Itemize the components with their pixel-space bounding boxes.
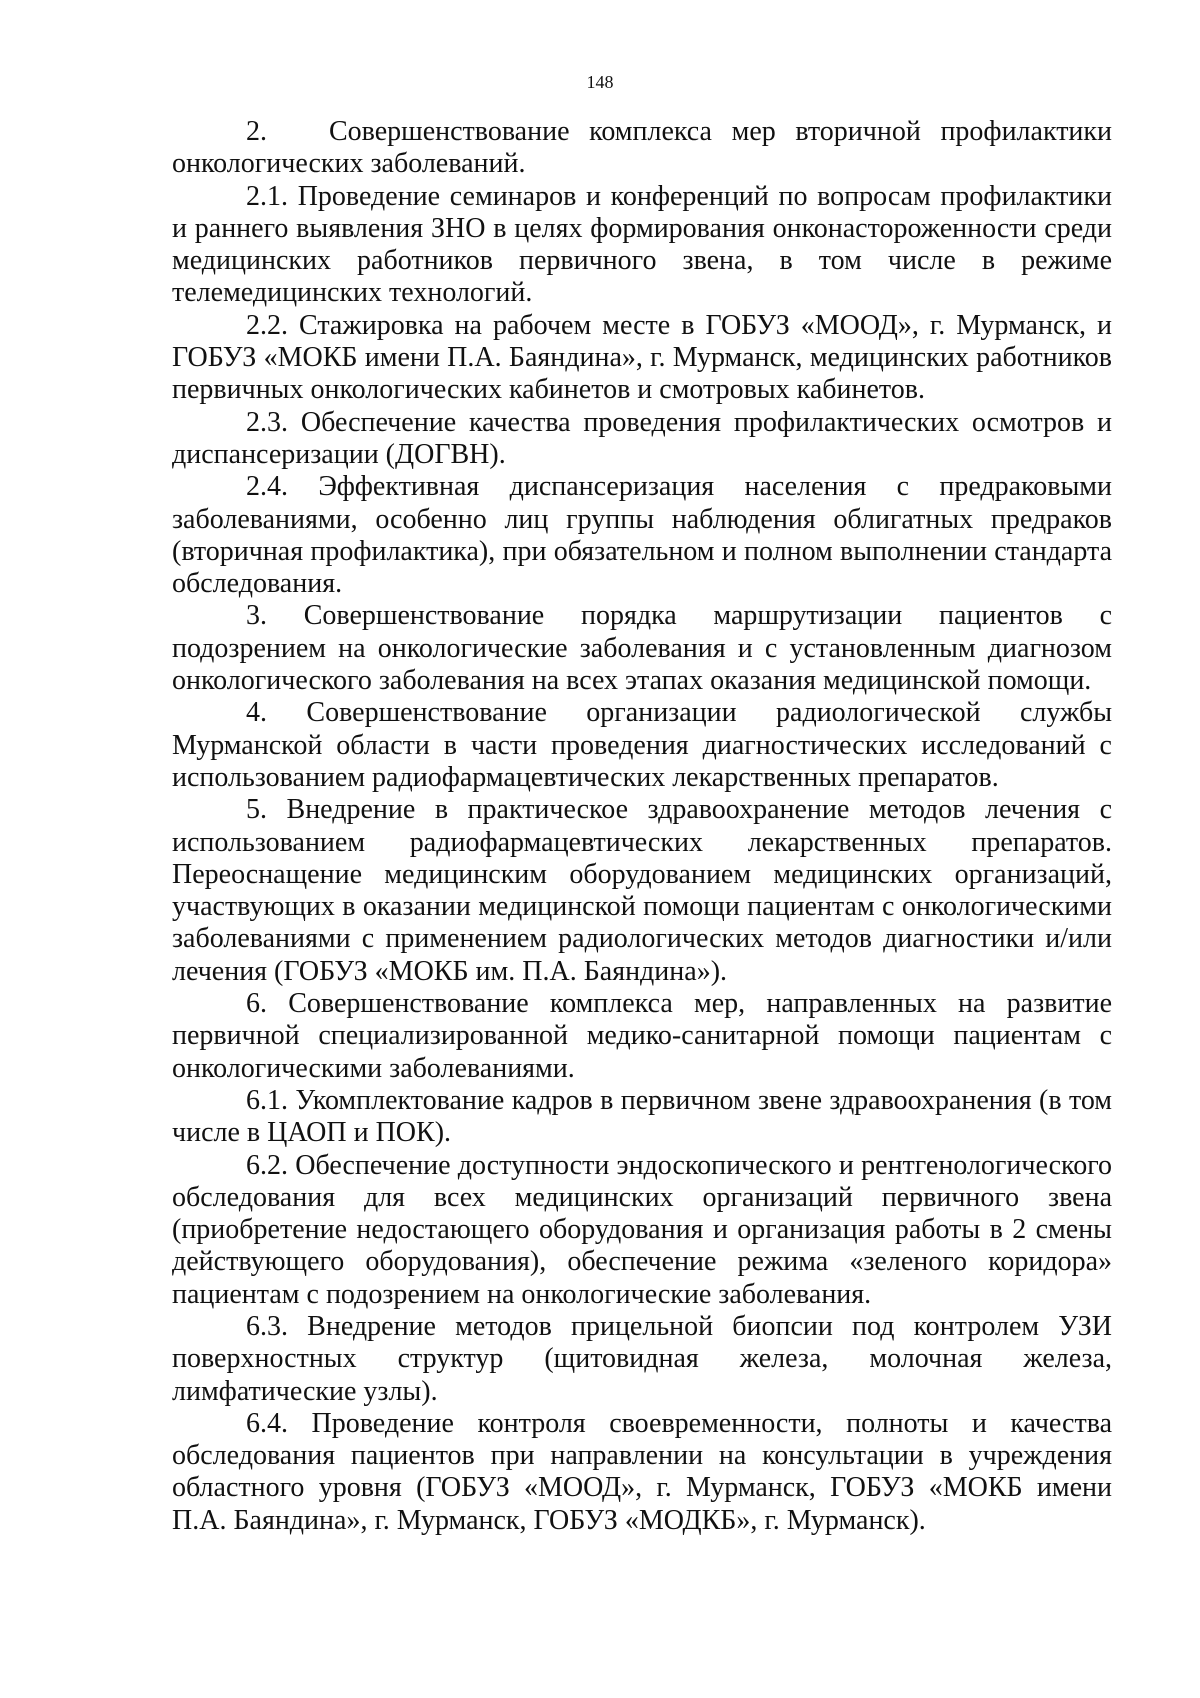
paragraph-number: 2.2. bbox=[246, 309, 288, 341]
paragraph-text: Совершенствование комплекса мер вторичной профилактики онкологических заболеваний. bbox=[172, 116, 1112, 180]
paragraph-number: 2.1. bbox=[246, 180, 288, 212]
paragraph-number: 4. bbox=[246, 697, 267, 729]
paragraph-4 bbox=[172, 697, 1112, 794]
page-number: 148 bbox=[586, 72, 614, 92]
paragraph-text: Внедрение в практическое здравоохранение методов лечения с использованием радиофармацевтических лекарственных препаратов. Переоснащение медицинским оборудованием медицинских организаций, участвующих в оказании медицинской помощи пациентам с онкологическими заболеваниями с применением радиологических методов диагностики и/или лечения (ГОБУЗ «МОКБ им. П.А. Баяндина»). bbox=[172, 794, 1113, 987]
paragraph-number: 6.2. bbox=[246, 1149, 288, 1181]
paragraph-6-1 bbox=[172, 1085, 1112, 1150]
page-content bbox=[172, 116, 1112, 1537]
paragraph-2-1 bbox=[172, 181, 1112, 310]
paragraph-number: 5. bbox=[246, 794, 267, 826]
paragraph-text: Внедрение методов прицельной биопсии под контролем УЗИ поверхностных структур (щитовидная железа, молочная железа, лимфатические узлы). bbox=[172, 1310, 1112, 1407]
paragraph-text: Совершенствование комплекса мер, направленных на развитие первичной специализированной медико-санитарной помощи пациентам с онкологическими заболеваниями. bbox=[172, 988, 1113, 1084]
paragraph-number: 3. bbox=[246, 600, 267, 632]
paragraph-2 bbox=[172, 116, 1112, 181]
paragraph-number: 2.3. bbox=[246, 406, 288, 438]
paragraph-number: 2. bbox=[246, 116, 267, 147]
paragraph-3 bbox=[172, 600, 1112, 697]
paragraph-number: 2.4. bbox=[246, 471, 288, 503]
paragraph-number: 6. bbox=[246, 988, 267, 1020]
paragraph-text: Обеспечение доступности эндоскопического и рентгенологического обследования для всех медицинских организаций первичного звена (приобретение недостающего оборудования и организация работы в 2 смены действующего оборудования), обеспечение режима «зеленого коридора» пациентам с подозрением на онкологические заболевания. bbox=[172, 1149, 1112, 1310]
paragraph-6-4 bbox=[172, 1408, 1112, 1537]
paragraph-text: Стажировка на рабочем месте в ГОБУЗ «МООД», г. Мурманск, и ГОБУЗ «МОКБ имени П.А. Баяндина», г. Мурманск, медицинских работников первичных онкологических кабинетов и смотровых кабинетов. bbox=[172, 309, 1113, 406]
paragraph-number: 6.4. bbox=[246, 1407, 288, 1439]
paragraph-6-3 bbox=[172, 1311, 1112, 1408]
paragraph-2-2 bbox=[172, 310, 1112, 407]
paragraph-2-3 bbox=[172, 407, 1112, 472]
paragraph-text: Проведение контроля своевременности, полноты и качества обследования пациентов при направлении на консультации в учреждения областного уровня (ГОБУЗ «МООД», г. Мурманск, ГОБУЗ «МОКБ имени П.А. Баяндина», г. Мурманск, ГОБУЗ «МОДКБ», г. Мурманск). bbox=[172, 1407, 1113, 1536]
paragraph-text: Обеспечение качества проведения профилактических осмотров и диспансеризации (ДОГВН). bbox=[172, 406, 1112, 470]
paragraph-text: Проведение семинаров и конференций по вопросам профилактики и раннего выявления ЗНО в целях формирования онконастороженности среди медицинских работников первичного звена, в том числе в режиме телемедицинских технологий. bbox=[172, 180, 1112, 309]
paragraph-6-2 bbox=[172, 1150, 1112, 1311]
paragraph-2-4 bbox=[172, 471, 1112, 600]
paragraph-text: Эффективная диспансеризация населения с предраковыми заболеваниями, особенно лиц группы наблюдения облигатных предраков (вторичная профилактика), при обязательном и полном выполнении стандарта обследования. bbox=[172, 471, 1113, 600]
paragraph-6 bbox=[172, 988, 1112, 1085]
paragraph-number: 6.1. bbox=[246, 1084, 288, 1116]
paragraph-number: 6.3. bbox=[246, 1310, 288, 1342]
paragraph-text: Совершенствование порядка маршрутизации пациентов с подозрением на онкологические заболевания и с установленным диагнозом онкологического заболевания на всех этапах оказания медицинской помощи. bbox=[172, 600, 1112, 697]
paragraph-5 bbox=[172, 794, 1112, 988]
paragraph-text: Укомплектование кадров в первичном звене здравоохранения (в том числе в ЦАОП и ПОК). bbox=[172, 1084, 1113, 1149]
paragraph-text: Совершенствование организации радиологической службы Мурманской области в части проведения диагностических исследований с использованием радиофармацевтических лекарственных препаратов. bbox=[172, 697, 1113, 793]
